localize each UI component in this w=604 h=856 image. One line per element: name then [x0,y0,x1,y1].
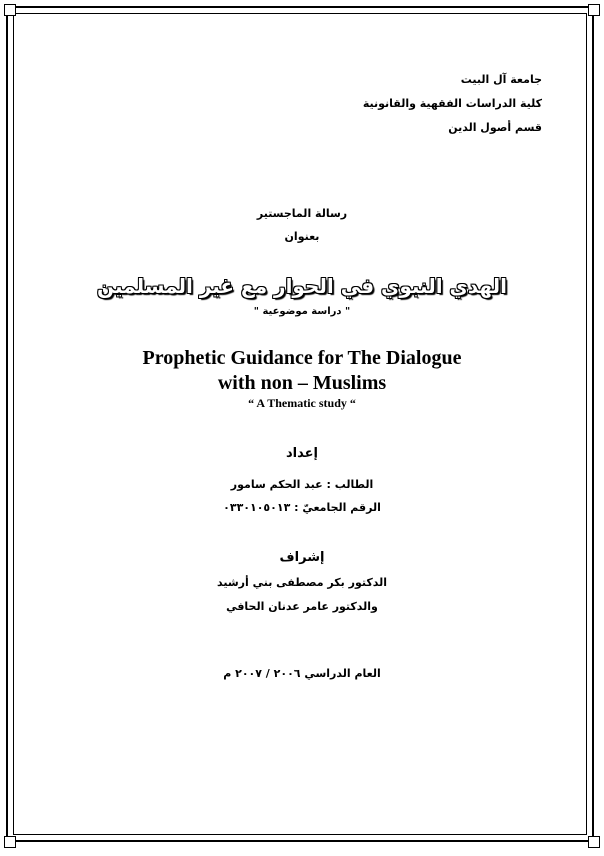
titled-label: بعنوان [284,230,320,243]
department-name: قسم أصول الدين [448,121,542,134]
supervisor-primary: الدكتور بكر مصطفى بني أرشيد [217,576,387,589]
thesis-title-english-line2: with non – Muslims [217,372,387,394]
faculty-name: كلية الدراسات الفقهية والقانونية [362,97,542,110]
thesis-subtitle-english: “ A Thematic study “ [248,396,356,410]
border-corner-bottom-left [4,836,16,848]
thesis-title-english-line1: Prophetic Guidance for The Dialogue [142,347,462,369]
thesis-subtitle-arabic: " دراسة موضوعية " [253,306,351,317]
student-name: الطالب : عبد الحكم سامور [230,478,374,491]
prepared-by-heading: إعداد [286,446,318,461]
supervision-heading: إشراف [279,550,325,565]
border-corner-top-left [4,4,16,16]
page-border-inner [13,13,587,835]
border-corner-top-right [588,4,600,16]
university-name: جامعة آل البيت [460,73,542,86]
border-corner-bottom-right [588,836,600,848]
academic-year: العام الدراسي ٢٠٠٦ / ٢٠٠٧ م [223,667,381,680]
thesis-title-arabic: الهدي النبوي في الحوار مع غير المسلمين [97,274,507,298]
thesis-type: رسالة الماجستير [256,207,348,220]
student-id: الرقم الجامعيّ : ٠٣٣٠١٠٥٠١٣ [223,501,381,514]
supervisor-co: والدكتور عامر عدنان الحافي [226,600,378,613]
